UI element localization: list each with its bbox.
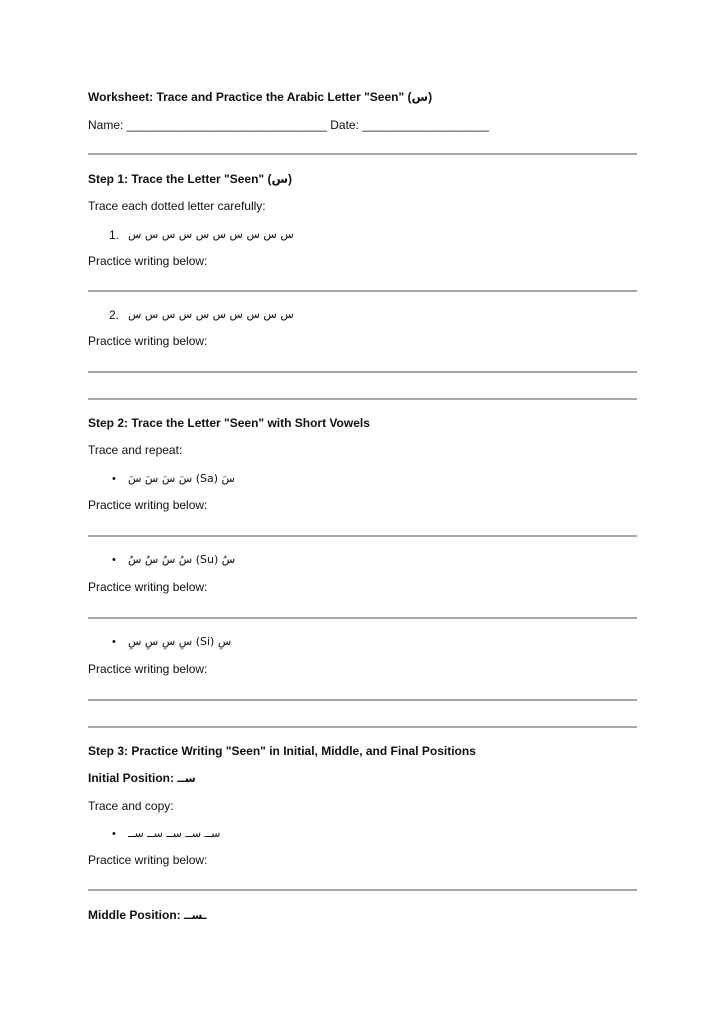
writing-line[interactable] <box>88 699 637 701</box>
vowel-trace-text: سُ (Su) سُ سُ سُ سُ <box>128 553 236 566</box>
divider <box>88 153 637 155</box>
step2-instruction: Trace and repeat: <box>88 443 183 457</box>
step3-instruction: Trace and copy: <box>88 799 174 813</box>
writing-line[interactable] <box>88 290 637 292</box>
practice-label: Practice writing below: <box>88 498 208 512</box>
step1-heading: Step 1: Trace the Letter "Seen" (س) <box>88 172 292 186</box>
practice-label: Practice writing below: <box>88 254 208 268</box>
worksheet-title: Worksheet: Trace and Practice the Arabic Letter "Seen" (س) <box>88 90 433 104</box>
vowel-trace-text: سِ (Si) سِ سِ سِ سِ <box>128 635 232 648</box>
writing-line[interactable] <box>88 889 637 891</box>
initial-trace-text: ســ ســ ســ ســ ســ <box>128 827 221 840</box>
step1-instruction: Trace each dotted letter carefully: <box>88 199 266 213</box>
practice-label: Practice writing below: <box>88 580 208 594</box>
step2-heading: Step 2: Trace the Letter "Seen" with Short Vowels <box>88 416 370 430</box>
practice-label: Practice writing below: <box>88 853 208 867</box>
step3-heading: Step 3: Practice Writing "Seen" in Initial, Middle, and Final Positions <box>88 744 476 758</box>
initial-form: ســ <box>177 772 196 785</box>
writing-line[interactable] <box>88 371 637 373</box>
vowel-trace-text: سَ (Sa) سَ سَ سَ سَ <box>128 472 235 485</box>
bullet-icon: • <box>112 636 116 648</box>
divider <box>88 398 637 400</box>
writing-line[interactable] <box>88 535 637 537</box>
bullet-icon: • <box>112 473 116 485</box>
practice-label: Practice writing below: <box>88 662 208 676</box>
dotted-letters: س س س س س س س س س س <box>128 308 294 321</box>
name-date-line[interactable]: Name: ______________________________ Date: ___________________ <box>88 118 490 132</box>
bullet-icon: • <box>112 828 116 840</box>
dotted-letters: س س س س س س س س س س <box>128 228 294 241</box>
initial-position-heading <box>88 771 196 786</box>
list-number: 1. <box>109 228 120 242</box>
bullet-icon: • <box>112 554 116 566</box>
list-number: 2. <box>109 308 120 322</box>
middle-form: ـســ <box>184 909 207 922</box>
middle-position-label: Middle Position: <box>88 908 181 922</box>
practice-label: Practice writing below: <box>88 334 208 348</box>
writing-line[interactable] <box>88 617 637 619</box>
middle-position-heading <box>88 908 207 923</box>
initial-position-label: Initial Position: <box>88 771 174 785</box>
divider <box>88 726 637 728</box>
